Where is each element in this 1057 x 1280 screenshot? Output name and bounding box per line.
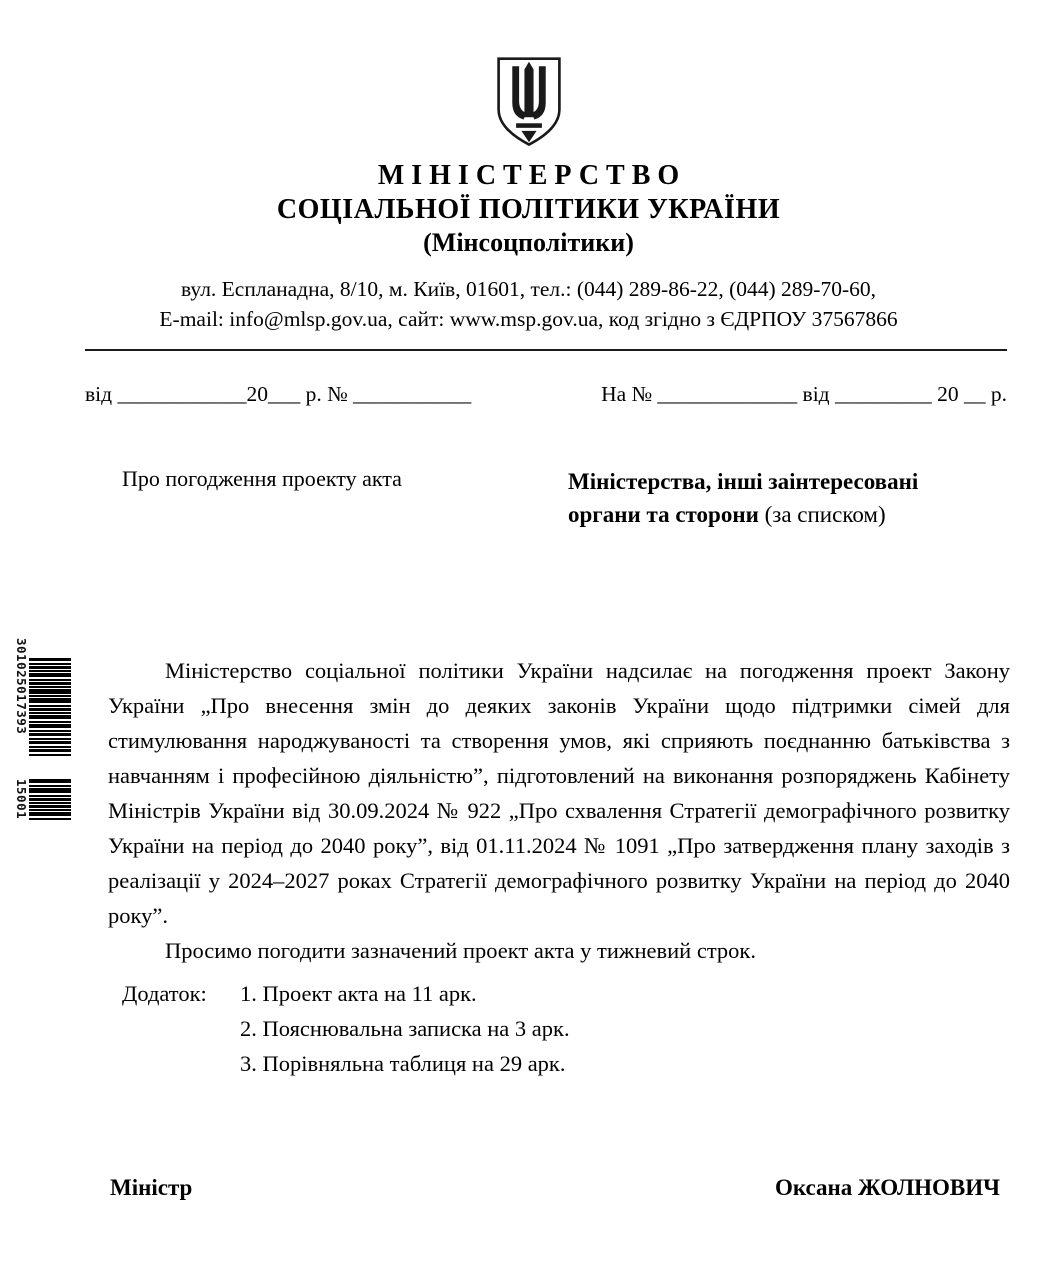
subject-row (122, 465, 968, 531)
attachment-item: 3. Порівняльна таблиця на 29 арк. (240, 1051, 566, 1076)
barcode-bars-2 (29, 779, 71, 821)
letter-body (108, 653, 1010, 968)
barcode-group-2 (12, 779, 71, 821)
addressee-note-text: (за списком) (758, 502, 886, 527)
contact-email-line: E-mail: info@mlsp.gov.ua, сайт: www.msp.gov.ua, код згідно з ЄДРПОУ 37567866 (159, 306, 898, 331)
addressee-bold-text: Міністерства, інші заінтересовані органи та сторони (568, 469, 919, 527)
ukraine-trident-icon (491, 56, 567, 148)
ministry-short-name: (Мінсоцполітики) (423, 228, 634, 257)
barcode-digits-1: 301025017393 (14, 638, 29, 735)
attachments-list (240, 976, 570, 1081)
incoming-reference-blank: На № _____________ від _________ 20 __ р. (601, 382, 1007, 406)
attachment-item: 2. Пояснювальна записка на 3 арк. (240, 1016, 570, 1041)
letterhead-separator (85, 349, 1007, 351)
addressee-block (568, 465, 968, 531)
barcode-group-1 (12, 638, 71, 757)
signature-row (110, 1173, 1000, 1203)
reference-row (85, 382, 1007, 407)
attachments-label: Додаток: (122, 981, 207, 1006)
body-paragraph-1: Міністерство соціальної політики України надсилає на погодження проект Закону України „Про внесення змін до деяких законів України щодо підтримки сімей для стимулювання народжуваності та створення умов, які сприяють поєднанню батьківства з навчанням і професійною діяльністю”, підготовлений на виконання розпоряджень Кабінету Міністрів України від 30.09.2024 № 922 „Про схвалення Стратегії демографічного розвитку України на період до 2040 року”, від 01.11.2024 № 1091 „Про затвердження плану заходів з реалізації у 2024–2027 роках Стратегії демографічного розвитку України на період до 2040 року”. (108, 658, 1010, 928)
signature-position: Міністр (110, 1175, 193, 1200)
registration-barcode (12, 638, 71, 821)
attachments-block (122, 976, 1010, 1081)
outgoing-reference-blank: від ____________20___ р. № ___________ (85, 382, 472, 406)
ministry-name-line2: СОЦІАЛЬНОЇ ПОЛІТИКИ УКРАЇНИ (276, 194, 781, 225)
subject-line: Про погодження проекту акта (122, 466, 402, 491)
body-paragraph-2: Просимо погодити зазначений проект акта у тижневий строк. (165, 938, 756, 963)
letterhead (0, 0, 1057, 351)
barcode-bars-1 (29, 658, 71, 757)
signature-name: Оксана ЖОЛНОВИЧ (774, 1175, 1000, 1200)
attachment-item: 1. Проект акта на 11 арк. (240, 981, 477, 1006)
contact-info (0, 275, 1057, 334)
barcode-digits-2: 15001 (14, 779, 29, 820)
ministry-name-line1: МІНІСТЕРСТВО (377, 160, 687, 191)
contact-address-line: вул. Еспланадна, 8/10, м. Київ, 01601, тел.: (044) 289-86-22, (044) 289-70-60, (180, 277, 877, 301)
